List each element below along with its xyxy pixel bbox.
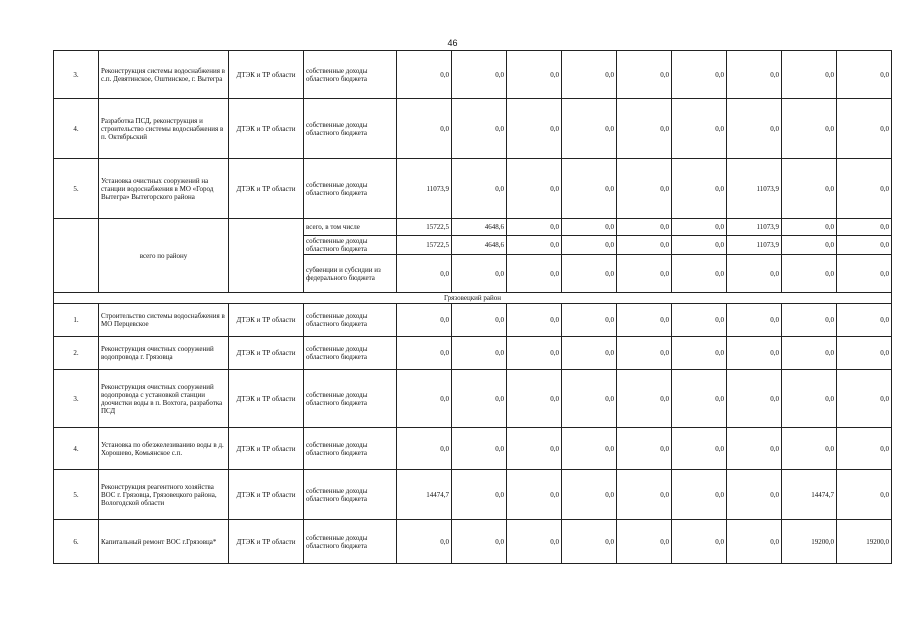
total-number-cell <box>54 219 99 293</box>
value-cell: 0,0 <box>397 304 452 337</box>
project-name: Реконструкция очистных сооружений водопровода с установкой станции доочистки воды в п. Вохтога, разработка ПСД <box>99 370 229 428</box>
value-cell: 0,0 <box>452 428 507 470</box>
value-cell: 0,0 <box>672 51 727 99</box>
value-cell: 0,0 <box>507 159 562 219</box>
value-cell: 0,0 <box>837 370 892 428</box>
value-cell: 19200,0 <box>837 520 892 564</box>
value-cell: 0,0 <box>507 304 562 337</box>
value-cell: 0,0 <box>837 51 892 99</box>
value-cell: 0,0 <box>507 236 562 255</box>
value-cell: 14474,7 <box>397 470 452 520</box>
value-cell: 0,0 <box>617 470 672 520</box>
value-cell: 0,0 <box>727 370 782 428</box>
funding-source: собственные доходы областного бюджета <box>304 159 397 219</box>
funding-source: собственные доходы областного бюджета <box>304 304 397 337</box>
value-cell: 0,0 <box>562 99 617 159</box>
value-cell: 0,0 <box>617 370 672 428</box>
value-cell: 4648,6 <box>452 219 507 236</box>
responsible-executor: ДТЭК и ТР области <box>229 370 304 428</box>
row-number: 3. <box>54 51 99 99</box>
value-cell: 0,0 <box>397 370 452 428</box>
value-cell: 0,0 <box>672 470 727 520</box>
project-name: Реконструкция системы водоснабжения в с.п. Девятинское, Оштинское, г. Вытегра <box>99 51 229 99</box>
value-cell: 0,0 <box>727 304 782 337</box>
funding-source: собственные доходы областного бюджета <box>304 370 397 428</box>
page-number: 46 <box>447 38 458 48</box>
value-cell: 0,0 <box>727 99 782 159</box>
value-cell: 0,0 <box>782 51 837 99</box>
table-row <box>54 159 892 219</box>
value-cell: 0,0 <box>562 520 617 564</box>
responsible-executor: ДТЭК и ТР области <box>229 428 304 470</box>
responsible-executor: ДТЭК и ТР области <box>229 304 304 337</box>
value-cell: 0,0 <box>617 255 672 293</box>
funding-source: собственные доходы областного бюджета <box>304 51 397 99</box>
value-cell: 0,0 <box>562 51 617 99</box>
responsible-executor: ДТЭК и ТР области <box>229 337 304 370</box>
funding-source: собственные доходы областного бюджета <box>304 337 397 370</box>
value-cell: 0,0 <box>672 428 727 470</box>
value-cell: 0,0 <box>562 428 617 470</box>
table-row <box>54 99 892 159</box>
value-cell: 0,0 <box>452 337 507 370</box>
value-cell: 0,0 <box>727 520 782 564</box>
value-cell: 11073,9 <box>727 159 782 219</box>
value-cell: 0,0 <box>837 236 892 255</box>
value-cell: 0,0 <box>562 219 617 236</box>
value-cell: 0,0 <box>562 304 617 337</box>
project-name: Разработка ПСД, реконструкция и строительство системы водоснабжения в п. Октябрьский <box>99 99 229 159</box>
value-cell: 0,0 <box>727 255 782 293</box>
value-cell: 0,0 <box>837 219 892 236</box>
value-cell: 15722,5 <box>397 219 452 236</box>
responsible-executor: ДТЭК и ТР области <box>229 470 304 520</box>
value-cell: 0,0 <box>507 520 562 564</box>
responsible-executor: ДТЭК и ТР области <box>229 520 304 564</box>
value-cell: 0,0 <box>562 370 617 428</box>
value-cell: 0,0 <box>452 304 507 337</box>
total-row <box>54 219 892 236</box>
value-cell: 15722,5 <box>397 236 452 255</box>
value-cell: 0,0 <box>782 428 837 470</box>
value-cell: 0,0 <box>452 159 507 219</box>
value-cell: 0,0 <box>507 51 562 99</box>
row-number: 1. <box>54 304 99 337</box>
value-cell: 0,0 <box>617 236 672 255</box>
value-cell: 0,0 <box>562 470 617 520</box>
value-cell: 0,0 <box>837 304 892 337</box>
value-cell: 0,0 <box>562 236 617 255</box>
value-cell: 0,0 <box>672 219 727 236</box>
project-name: Установка очистных сооружений на станции водоснабжения в МО «Город Вытегра» Вытегорского района <box>99 159 229 219</box>
row-number: 3. <box>54 370 99 428</box>
value-cell: 0,0 <box>452 51 507 99</box>
table-body <box>54 51 892 564</box>
district-total-label: всего по району <box>99 219 229 293</box>
table-row <box>54 51 892 99</box>
budget-table <box>53 50 892 564</box>
value-cell: 0,0 <box>617 337 672 370</box>
project-name: Установка по обезжелезиванию воды в д. Хорошево, Комьянское с.п. <box>99 428 229 470</box>
value-cell: 0,0 <box>617 99 672 159</box>
value-cell: 0,0 <box>562 255 617 293</box>
value-cell: 0,0 <box>727 428 782 470</box>
value-cell: 0,0 <box>782 99 837 159</box>
value-cell: 0,0 <box>672 159 727 219</box>
funding-source: собственные доходы областного бюджета <box>304 470 397 520</box>
value-cell: 0,0 <box>782 159 837 219</box>
table-row <box>54 470 892 520</box>
value-cell: 11073,9 <box>397 159 452 219</box>
funding-source: всего, в том числе <box>304 219 397 236</box>
value-cell: 0,0 <box>672 370 727 428</box>
value-cell: 0,0 <box>672 236 727 255</box>
value-cell: 0,0 <box>452 99 507 159</box>
value-cell: 0,0 <box>782 219 837 236</box>
value-cell: 0,0 <box>507 370 562 428</box>
table-row <box>54 304 892 337</box>
value-cell: 0,0 <box>507 219 562 236</box>
project-name: Реконструкция реагентного хозяйства ВОС г. Грязовца, Грязовецкого района, Вологодской области <box>99 470 229 520</box>
value-cell: 0,0 <box>672 255 727 293</box>
total-resp-cell <box>229 219 304 293</box>
value-cell: 0,0 <box>562 337 617 370</box>
value-cell: 0,0 <box>397 337 452 370</box>
funding-source: субвенции и субсидии из федерального бюджета <box>304 255 397 293</box>
value-cell: 0,0 <box>672 99 727 159</box>
value-cell: 0,0 <box>727 337 782 370</box>
value-cell: 0,0 <box>507 337 562 370</box>
value-cell: 0,0 <box>727 470 782 520</box>
value-cell: 0,0 <box>782 304 837 337</box>
value-cell: 14474,7 <box>782 470 837 520</box>
value-cell: 0,0 <box>507 428 562 470</box>
value-cell: 0,0 <box>782 337 837 370</box>
value-cell: 0,0 <box>837 428 892 470</box>
row-number: 2. <box>54 337 99 370</box>
responsible-executor: ДТЭК и ТР области <box>229 159 304 219</box>
value-cell: 0,0 <box>837 99 892 159</box>
funding-source: собственные доходы областного бюджета <box>304 236 397 255</box>
value-cell: 11073,9 <box>727 236 782 255</box>
table-row <box>54 370 892 428</box>
table-row <box>54 520 892 564</box>
funding-source: собственные доходы областного бюджета <box>304 99 397 159</box>
value-cell: 0,0 <box>837 470 892 520</box>
value-cell: 19200,0 <box>782 520 837 564</box>
value-cell: 0,0 <box>452 255 507 293</box>
project-name: Капитальный ремонт ВОС г.Грязовца* <box>99 520 229 564</box>
value-cell: 0,0 <box>397 51 452 99</box>
value-cell: 0,0 <box>617 159 672 219</box>
section-title: Грязовецкий район <box>54 293 892 304</box>
row-number: 5. <box>54 159 99 219</box>
funding-source: собственные доходы областного бюджета <box>304 520 397 564</box>
value-cell: 0,0 <box>672 304 727 337</box>
value-cell: 0,0 <box>507 99 562 159</box>
row-number: 4. <box>54 99 99 159</box>
value-cell: 0,0 <box>672 337 727 370</box>
row-number: 5. <box>54 470 99 520</box>
value-cell: 0,0 <box>507 255 562 293</box>
value-cell: 0,0 <box>617 219 672 236</box>
value-cell: 0,0 <box>837 255 892 293</box>
value-cell: 0,0 <box>397 428 452 470</box>
value-cell: 0,0 <box>397 520 452 564</box>
value-cell: 0,0 <box>782 370 837 428</box>
funding-source: собственные доходы областного бюджета <box>304 428 397 470</box>
value-cell: 0,0 <box>727 51 782 99</box>
responsible-executor: ДТЭК и ТР области <box>229 51 304 99</box>
value-cell: 11073,9 <box>727 219 782 236</box>
value-cell: 0,0 <box>617 304 672 337</box>
value-cell: 0,0 <box>617 51 672 99</box>
value-cell: 0,0 <box>452 370 507 428</box>
row-number: 4. <box>54 428 99 470</box>
project-name: Реконструкция очистных сооружений водопровода г. Грязовца <box>99 337 229 370</box>
value-cell: 0,0 <box>397 99 452 159</box>
value-cell: 0,0 <box>782 255 837 293</box>
value-cell: 4648,6 <box>452 236 507 255</box>
value-cell: 0,0 <box>397 255 452 293</box>
section-row <box>54 293 892 304</box>
value-cell: 0,0 <box>617 428 672 470</box>
value-cell: 0,0 <box>782 236 837 255</box>
value-cell: 0,0 <box>507 470 562 520</box>
table-row <box>54 428 892 470</box>
project-name: Строительство системы водоснабжения в МО Перцевское <box>99 304 229 337</box>
value-cell: 0,0 <box>672 520 727 564</box>
table-row <box>54 337 892 370</box>
value-cell: 0,0 <box>562 159 617 219</box>
value-cell: 0,0 <box>452 520 507 564</box>
value-cell: 0,0 <box>452 470 507 520</box>
value-cell: 0,0 <box>617 520 672 564</box>
value-cell: 0,0 <box>837 159 892 219</box>
responsible-executor: ДТЭК и ТР области <box>229 99 304 159</box>
value-cell: 0,0 <box>837 337 892 370</box>
row-number: 6. <box>54 520 99 564</box>
